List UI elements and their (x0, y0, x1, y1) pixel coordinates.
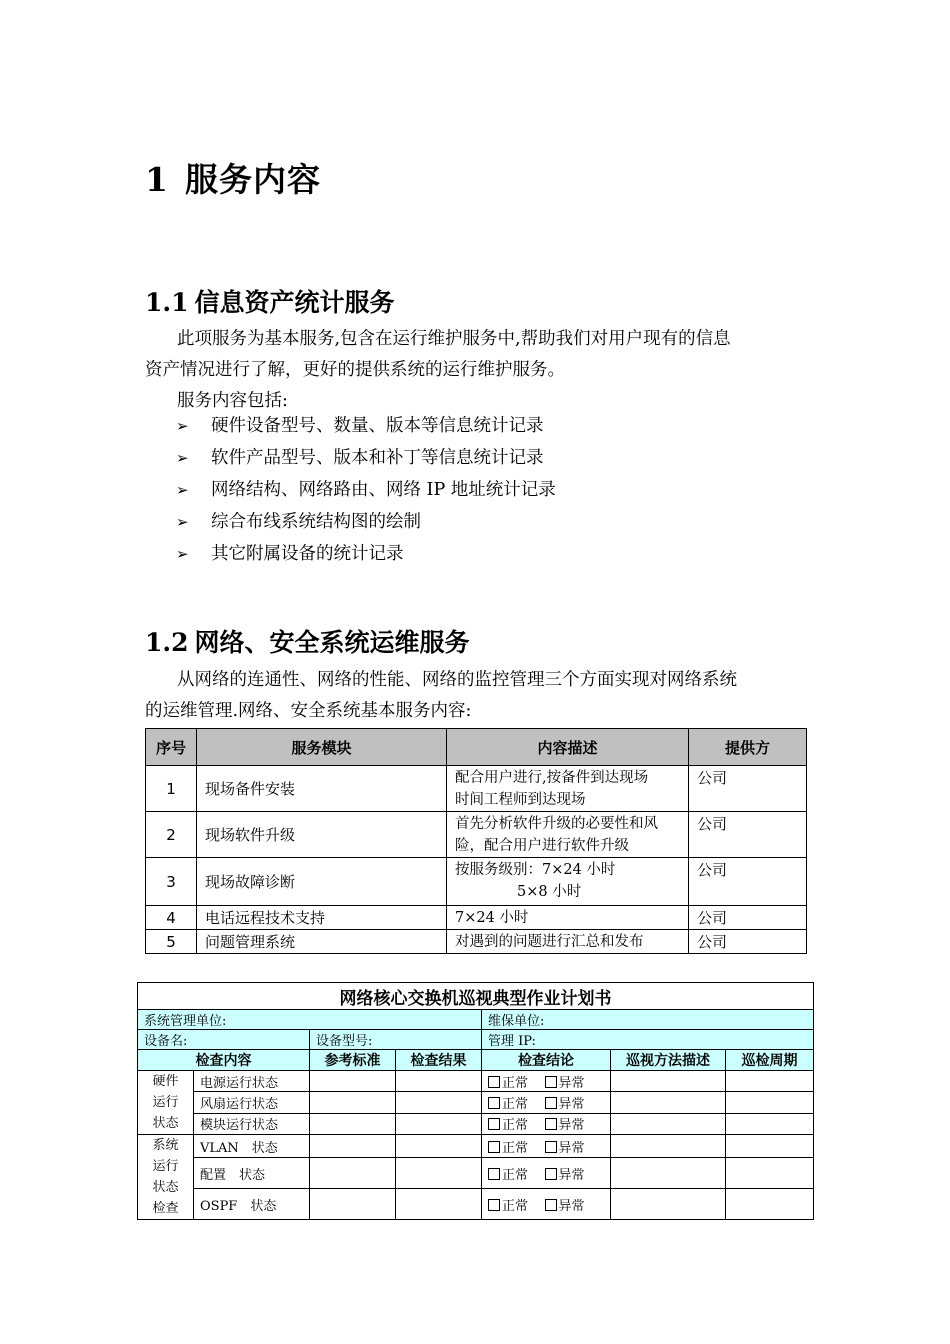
group-label-line: 检查 (152, 1201, 179, 1216)
abnormal-label: 异常 (558, 1167, 585, 1183)
result-cell[interactable] (396, 1113, 482, 1134)
list-intro: 服务内容包括: (177, 391, 288, 411)
device-name-label: 设备名: (138, 1030, 310, 1050)
table-header-row (146, 729, 807, 766)
cycle-cell[interactable] (726, 1113, 814, 1134)
conclusion-cell (482, 1189, 611, 1220)
list-item (176, 410, 556, 442)
table-row (146, 930, 807, 954)
provider-cell: 公司 (689, 858, 807, 906)
column-header: 检查结果 (396, 1050, 482, 1071)
bullet-list (176, 410, 556, 570)
table-row (138, 1071, 814, 1092)
list-item (176, 538, 556, 570)
column-header: 巡检周期 (726, 1050, 814, 1071)
table-row (138, 1158, 814, 1189)
group-label-line: 系统 (152, 1138, 179, 1153)
seq-cell: 5 (146, 930, 197, 954)
list-item-text: 软件产品型号、版本和补丁等信息统计记录 (211, 448, 544, 468)
section-number: 1.1 (145, 288, 189, 317)
check-item: 模块运行状态 (194, 1113, 310, 1134)
desc-cell: 对遇到的问题进行汇总和发布 (447, 930, 689, 954)
module-cell: 现场软件升级 (197, 812, 447, 858)
section-title: 信息资产统计服务 (194, 288, 395, 317)
list-item-text: 网络结构、网络路由、网络 IP 地址统计记录 (211, 480, 556, 500)
method-cell[interactable] (611, 1158, 726, 1189)
method-cell[interactable] (611, 1113, 726, 1134)
method-cell[interactable] (611, 1092, 726, 1113)
result-cell[interactable] (396, 1092, 482, 1113)
conclusion-cell (482, 1135, 611, 1158)
check-item: 风扇运行状态 (194, 1092, 310, 1113)
paragraph-line: 从网络的连通性、网络的性能、网络的监控管理三个方面实现对网络系统 (177, 670, 737, 690)
seq-cell: 3 (146, 858, 197, 906)
abnormal-checkbox[interactable] (545, 1076, 557, 1088)
cycle-cell[interactable] (726, 1189, 814, 1220)
seq-cell: 4 (146, 906, 197, 930)
column-header: 检查内容 (138, 1050, 310, 1071)
result-cell[interactable] (396, 1071, 482, 1092)
table-row (138, 1189, 814, 1220)
cycle-cell[interactable] (726, 1071, 814, 1092)
table-row (138, 1135, 814, 1158)
cycle-cell[interactable] (726, 1135, 814, 1158)
reference-cell[interactable] (310, 1158, 396, 1189)
list-item (176, 506, 556, 538)
abnormal-checkbox[interactable] (545, 1168, 557, 1180)
check-item: 配置 状态 (194, 1158, 310, 1189)
paragraph-line: 资产情况进行了解，更好的提供系统的运行维护服务。 (145, 360, 565, 380)
inspection-plan-table (137, 982, 814, 1220)
list-item-text: 综合布线系统结构图的绘制 (211, 512, 421, 532)
normal-checkbox[interactable] (488, 1097, 500, 1109)
normal-label: 正常 (502, 1167, 529, 1183)
list-item (176, 474, 556, 506)
desc-line: 首先分析软件升级的必要性和风 (455, 816, 658, 832)
provider-cell: 公司 (689, 812, 807, 858)
check-item: VLAN 状态 (194, 1135, 310, 1158)
normal-label: 正常 (502, 1140, 529, 1156)
list-item (176, 442, 556, 474)
result-cell[interactable] (396, 1158, 482, 1189)
reference-cell[interactable] (310, 1071, 396, 1092)
group-label-line: 状态 (152, 1180, 179, 1195)
check-item: 电源运行状态 (194, 1071, 310, 1092)
column-header: 序号 (146, 729, 197, 766)
table-row (146, 906, 807, 930)
normal-checkbox[interactable] (488, 1076, 500, 1088)
abnormal-label: 异常 (558, 1075, 585, 1091)
conclusion-cell (482, 1092, 611, 1113)
table-row (138, 1113, 814, 1134)
abnormal-checkbox[interactable] (545, 1118, 557, 1130)
table-title: 网络核心交换机巡视典型作业计划书 (138, 983, 814, 1010)
desc-cell (447, 858, 689, 906)
method-cell[interactable] (611, 1071, 726, 1092)
mgmt-ip-label: 管理 IP: (482, 1030, 814, 1050)
sys-unit-label: 系统管理单位: (138, 1010, 482, 1030)
desc-line: 时间工程师到达现场 (455, 792, 586, 808)
desc-cell (447, 812, 689, 858)
provider-cell: 公司 (689, 906, 807, 930)
section-paragraph (145, 665, 807, 727)
unit-row (138, 1010, 814, 1030)
module-cell: 问题管理系统 (197, 930, 447, 954)
column-header: 服务模块 (197, 729, 447, 766)
section-heading-1-2 (145, 623, 470, 659)
group-label-line: 状态 (152, 1116, 179, 1131)
result-cell[interactable] (396, 1135, 482, 1158)
column-header: 检查结论 (482, 1050, 611, 1071)
conclusion-cell (482, 1113, 611, 1134)
desc-cell (447, 766, 689, 812)
conclusion-cell (482, 1158, 611, 1189)
arrow-bullet-icon: ➢ (176, 513, 189, 531)
abnormal-checkbox[interactable] (545, 1097, 557, 1109)
table-header-row (138, 1050, 814, 1071)
device-row (138, 1030, 814, 1050)
reference-cell[interactable] (310, 1189, 396, 1220)
paragraph-line: 的运维管理.网络、安全系统基本服务内容: (145, 701, 472, 721)
arrow-bullet-icon: ➢ (176, 449, 189, 467)
column-header: 内容描述 (447, 729, 689, 766)
table-row (146, 766, 807, 812)
check-item: OSPF 状态 (194, 1189, 310, 1220)
desc-line: 配合用户进行,按备件到达现场 (455, 770, 649, 786)
abnormal-label: 异常 (558, 1118, 585, 1134)
normal-checkbox[interactable] (488, 1118, 500, 1130)
reference-cell[interactable] (310, 1092, 396, 1113)
group-label (138, 1135, 194, 1220)
table-row (138, 1092, 814, 1113)
module-cell: 电话远程技术支持 (197, 906, 447, 930)
abnormal-label: 异常 (558, 1198, 585, 1214)
arrow-bullet-icon: ➢ (176, 545, 189, 563)
conclusion-cell (482, 1071, 611, 1092)
arrow-bullet-icon: ➢ (176, 417, 189, 435)
desc-line: 险，配合用户进行软件升级 (455, 838, 629, 854)
reference-cell[interactable] (310, 1113, 396, 1134)
group-label-line: 运行 (152, 1159, 179, 1174)
group-label (138, 1071, 194, 1135)
table-title-row (138, 983, 814, 1010)
group-label-line: 运行 (152, 1095, 179, 1110)
section-heading-1-1 (145, 283, 395, 319)
desc-cell: 7×24 小时 (447, 906, 689, 930)
cycle-cell[interactable] (726, 1158, 814, 1189)
group-label-line: 硬件 (152, 1074, 179, 1089)
abnormal-label: 异常 (558, 1140, 585, 1156)
normal-checkbox[interactable] (488, 1199, 500, 1211)
arrow-bullet-icon: ➢ (176, 481, 189, 499)
section-paragraph (145, 324, 807, 417)
table-row (146, 812, 807, 858)
module-cell: 现场备件安装 (197, 766, 447, 812)
provider-cell: 公司 (689, 930, 807, 954)
provider-cell: 公司 (689, 766, 807, 812)
chapter-title: 服务内容 (184, 160, 321, 199)
desc-line: 5×8 小时 (517, 884, 582, 900)
normal-checkbox[interactable] (488, 1141, 500, 1153)
column-header: 提供方 (689, 729, 807, 766)
chapter-heading (145, 154, 321, 201)
maint-unit-label: 维保单位: (482, 1010, 814, 1030)
seq-cell: 2 (146, 812, 197, 858)
normal-checkbox[interactable] (488, 1168, 500, 1180)
service-table (145, 728, 807, 954)
normal-label: 正常 (502, 1198, 529, 1214)
normal-label: 正常 (502, 1118, 529, 1134)
section-number: 1.2 (145, 628, 189, 657)
normal-label: 正常 (502, 1096, 529, 1112)
list-item-text: 硬件设备型号、数量、版本等信息统计记录 (211, 416, 544, 436)
normal-label: 正常 (502, 1075, 529, 1091)
table-row (146, 858, 807, 906)
abnormal-checkbox[interactable] (545, 1141, 557, 1153)
reference-cell[interactable] (310, 1135, 396, 1158)
result-cell[interactable] (396, 1189, 482, 1220)
section-title: 网络、安全系统运维服务 (194, 628, 470, 657)
paragraph-line: 此项服务为基本服务,包含在运行维护服务中,帮助我们对用户现有的信息 (177, 329, 731, 349)
method-cell[interactable] (611, 1189, 726, 1220)
method-cell[interactable] (611, 1135, 726, 1158)
module-cell: 现场故障诊断 (197, 858, 447, 906)
device-model-label: 设备型号: (310, 1030, 482, 1050)
seq-cell: 1 (146, 766, 197, 812)
abnormal-label: 异常 (558, 1096, 585, 1112)
list-item-text: 其它附属设备的统计记录 (211, 544, 404, 564)
chapter-number: 1 (145, 160, 169, 199)
column-header: 巡视方法描述 (611, 1050, 726, 1071)
desc-line: 按服务级别：7×24 小时 (455, 862, 616, 878)
cycle-cell[interactable] (726, 1092, 814, 1113)
abnormal-checkbox[interactable] (545, 1199, 557, 1211)
column-header: 参考标准 (310, 1050, 396, 1071)
